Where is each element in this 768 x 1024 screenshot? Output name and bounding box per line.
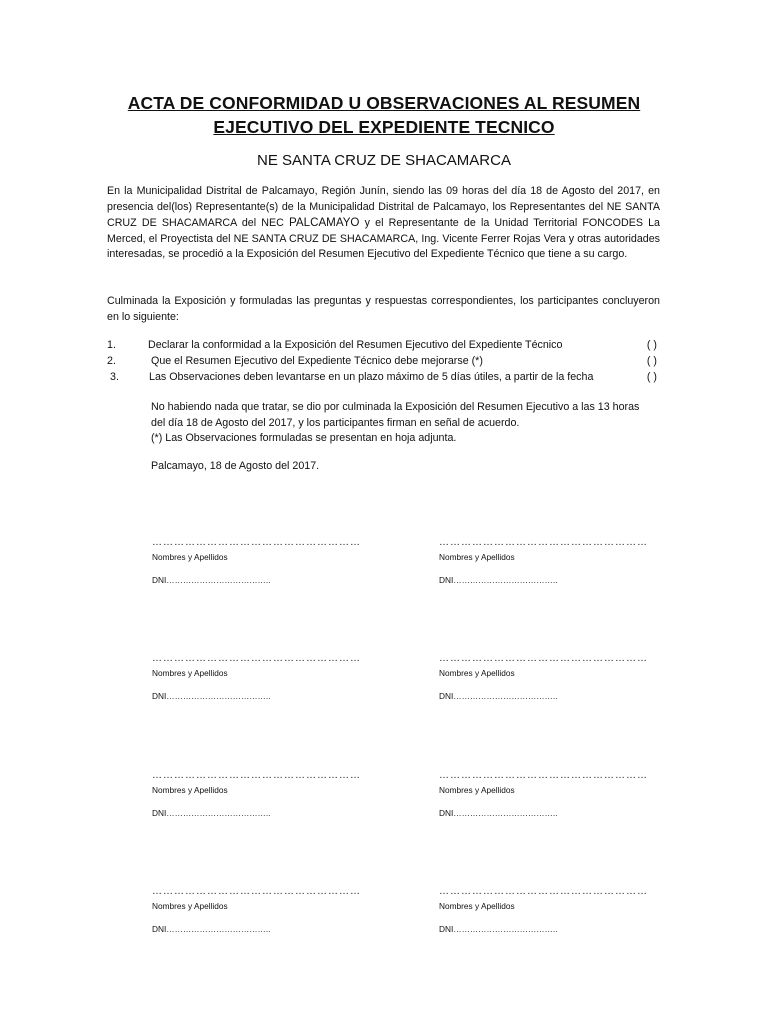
signature-dni-label: DNI……………………………….. (152, 575, 271, 585)
list-item-checkbox: ( ) (646, 371, 657, 383)
place-date: Palcamayo, 18 de Agosto del 2017. (151, 460, 320, 472)
signature-dni-label: DNI……………………………….. (439, 924, 558, 934)
list-item-number: 2. (107, 355, 116, 367)
signature-block (152, 771, 392, 818)
list-item-number: 3. (110, 371, 119, 383)
list-item-checkbox: ( ) (646, 355, 657, 367)
signature-line: ………………………………………………… (439, 771, 648, 781)
signature-block (152, 887, 392, 934)
signature-line: ………………………………………………… (152, 887, 361, 897)
observations-note: (*) Las Observaciones formuladas se presentan en hoja adjunta. (151, 432, 457, 445)
signature-dni-label: DNI……………………………….. (152, 691, 271, 701)
signature-dni-label: DNI……………………………….. (439, 808, 558, 818)
signature-name-label: Nombres y Apellidos (152, 552, 228, 562)
title-line-1: ACTA DE CONFORMIDAD U OBSERVACIONES AL RESUMEN (127, 93, 641, 113)
signature-line: ………………………………………………… (439, 654, 648, 664)
list-item-text: Que el Resumen Ejecutivo del Expediente Técnico debe mejorarse (*) (151, 355, 483, 367)
signature-line: ………………………………………………… (439, 887, 648, 897)
signature-name-label: Nombres y Apellidos (439, 668, 515, 678)
signature-dni-label: DNI……………………………….. (439, 691, 558, 701)
intro-paragraph-part-a: En la Municipalidad Distrital de Palcamayo, Región Junín, siendo las 09 horas del día 18 de Agosto del 2017, en presencia del(los) Representante(s) de la Municipalidad Distrital de Palcamayo, los Representantes del NE SANTA CRUZ DE SHACAMARCA del NEC (107, 185, 660, 230)
list-item (107, 369, 660, 385)
document-subtitle: NE SANTA CRUZ DE SHACAMARCA (257, 152, 511, 169)
list-item (107, 353, 660, 369)
signature-block (439, 538, 679, 585)
list-item-text: Declarar la conformidad a la Exposición del Resumen Ejecutivo del Expediente Técnico (148, 339, 563, 351)
signature-line: ………………………………………………… (439, 538, 648, 548)
signature-name-label: Nombres y Apellidos (152, 785, 228, 795)
signature-block (152, 538, 392, 585)
signature-line: ………………………………………………… (152, 771, 361, 781)
list-item-checkbox: ( ) (646, 339, 657, 351)
intro-paragraph-part-b: y el Representante de la Unidad Territorial FONCODES La Merced, el Proyectista del NE SANTA CRUZ DE SHACAMARCA, Ing. Vicente Ferrer Rojas Vera y otras autoridades interesadas, se procedió a la Exposición del Resumen Ejecutivo del Expediente Técnico que tiene a su cargo. (107, 217, 661, 261)
intro-paragraph (107, 184, 660, 263)
signature-line: ………………………………………………… (152, 538, 361, 548)
title-line-2: EJECUTIVO DEL EXPEDIENTE TECNICO (213, 117, 555, 137)
signature-dni-label: DNI……………………………….. (152, 924, 271, 934)
closing-text: No habiendo nada que tratar, se dio por culminada la Exposición del Resumen Ejecutivo a las 13 horas del día 18 de Agosto del 2017, y los participantes firman en señal de acuerdo. (151, 401, 640, 429)
signature-name-label: Nombres y Apellidos (439, 901, 515, 911)
signature-block (439, 654, 679, 701)
signature-block (152, 654, 392, 701)
signature-dni-label: DNI……………………………….. (439, 575, 558, 585)
nec-name: PALCAMAYO (289, 216, 360, 230)
list-item-number: 1. (107, 339, 116, 351)
closing-paragraph (151, 400, 651, 447)
signature-dni-label: DNI……………………………….. (152, 808, 271, 818)
signature-name-label: Nombres y Apellidos (439, 552, 515, 562)
conclusion-intro-paragraph: Culminada la Exposición y formuladas las preguntas y respuestas correspondientes, los participantes concluyeron en lo siguiente: (107, 295, 660, 323)
signature-name-label: Nombres y Apellidos (152, 901, 228, 911)
document-title (100, 91, 668, 139)
signature-block (439, 887, 679, 934)
signature-line: ………………………………………………… (152, 654, 361, 664)
list-item (107, 337, 660, 353)
list-item-text: Las Observaciones deben levantarse en un plazo máximo de 5 días útiles, a partir de la fecha (149, 371, 594, 383)
signature-name-label: Nombres y Apellidos (439, 785, 515, 795)
signature-name-label: Nombres y Apellidos (152, 668, 228, 678)
signature-block (439, 771, 679, 818)
